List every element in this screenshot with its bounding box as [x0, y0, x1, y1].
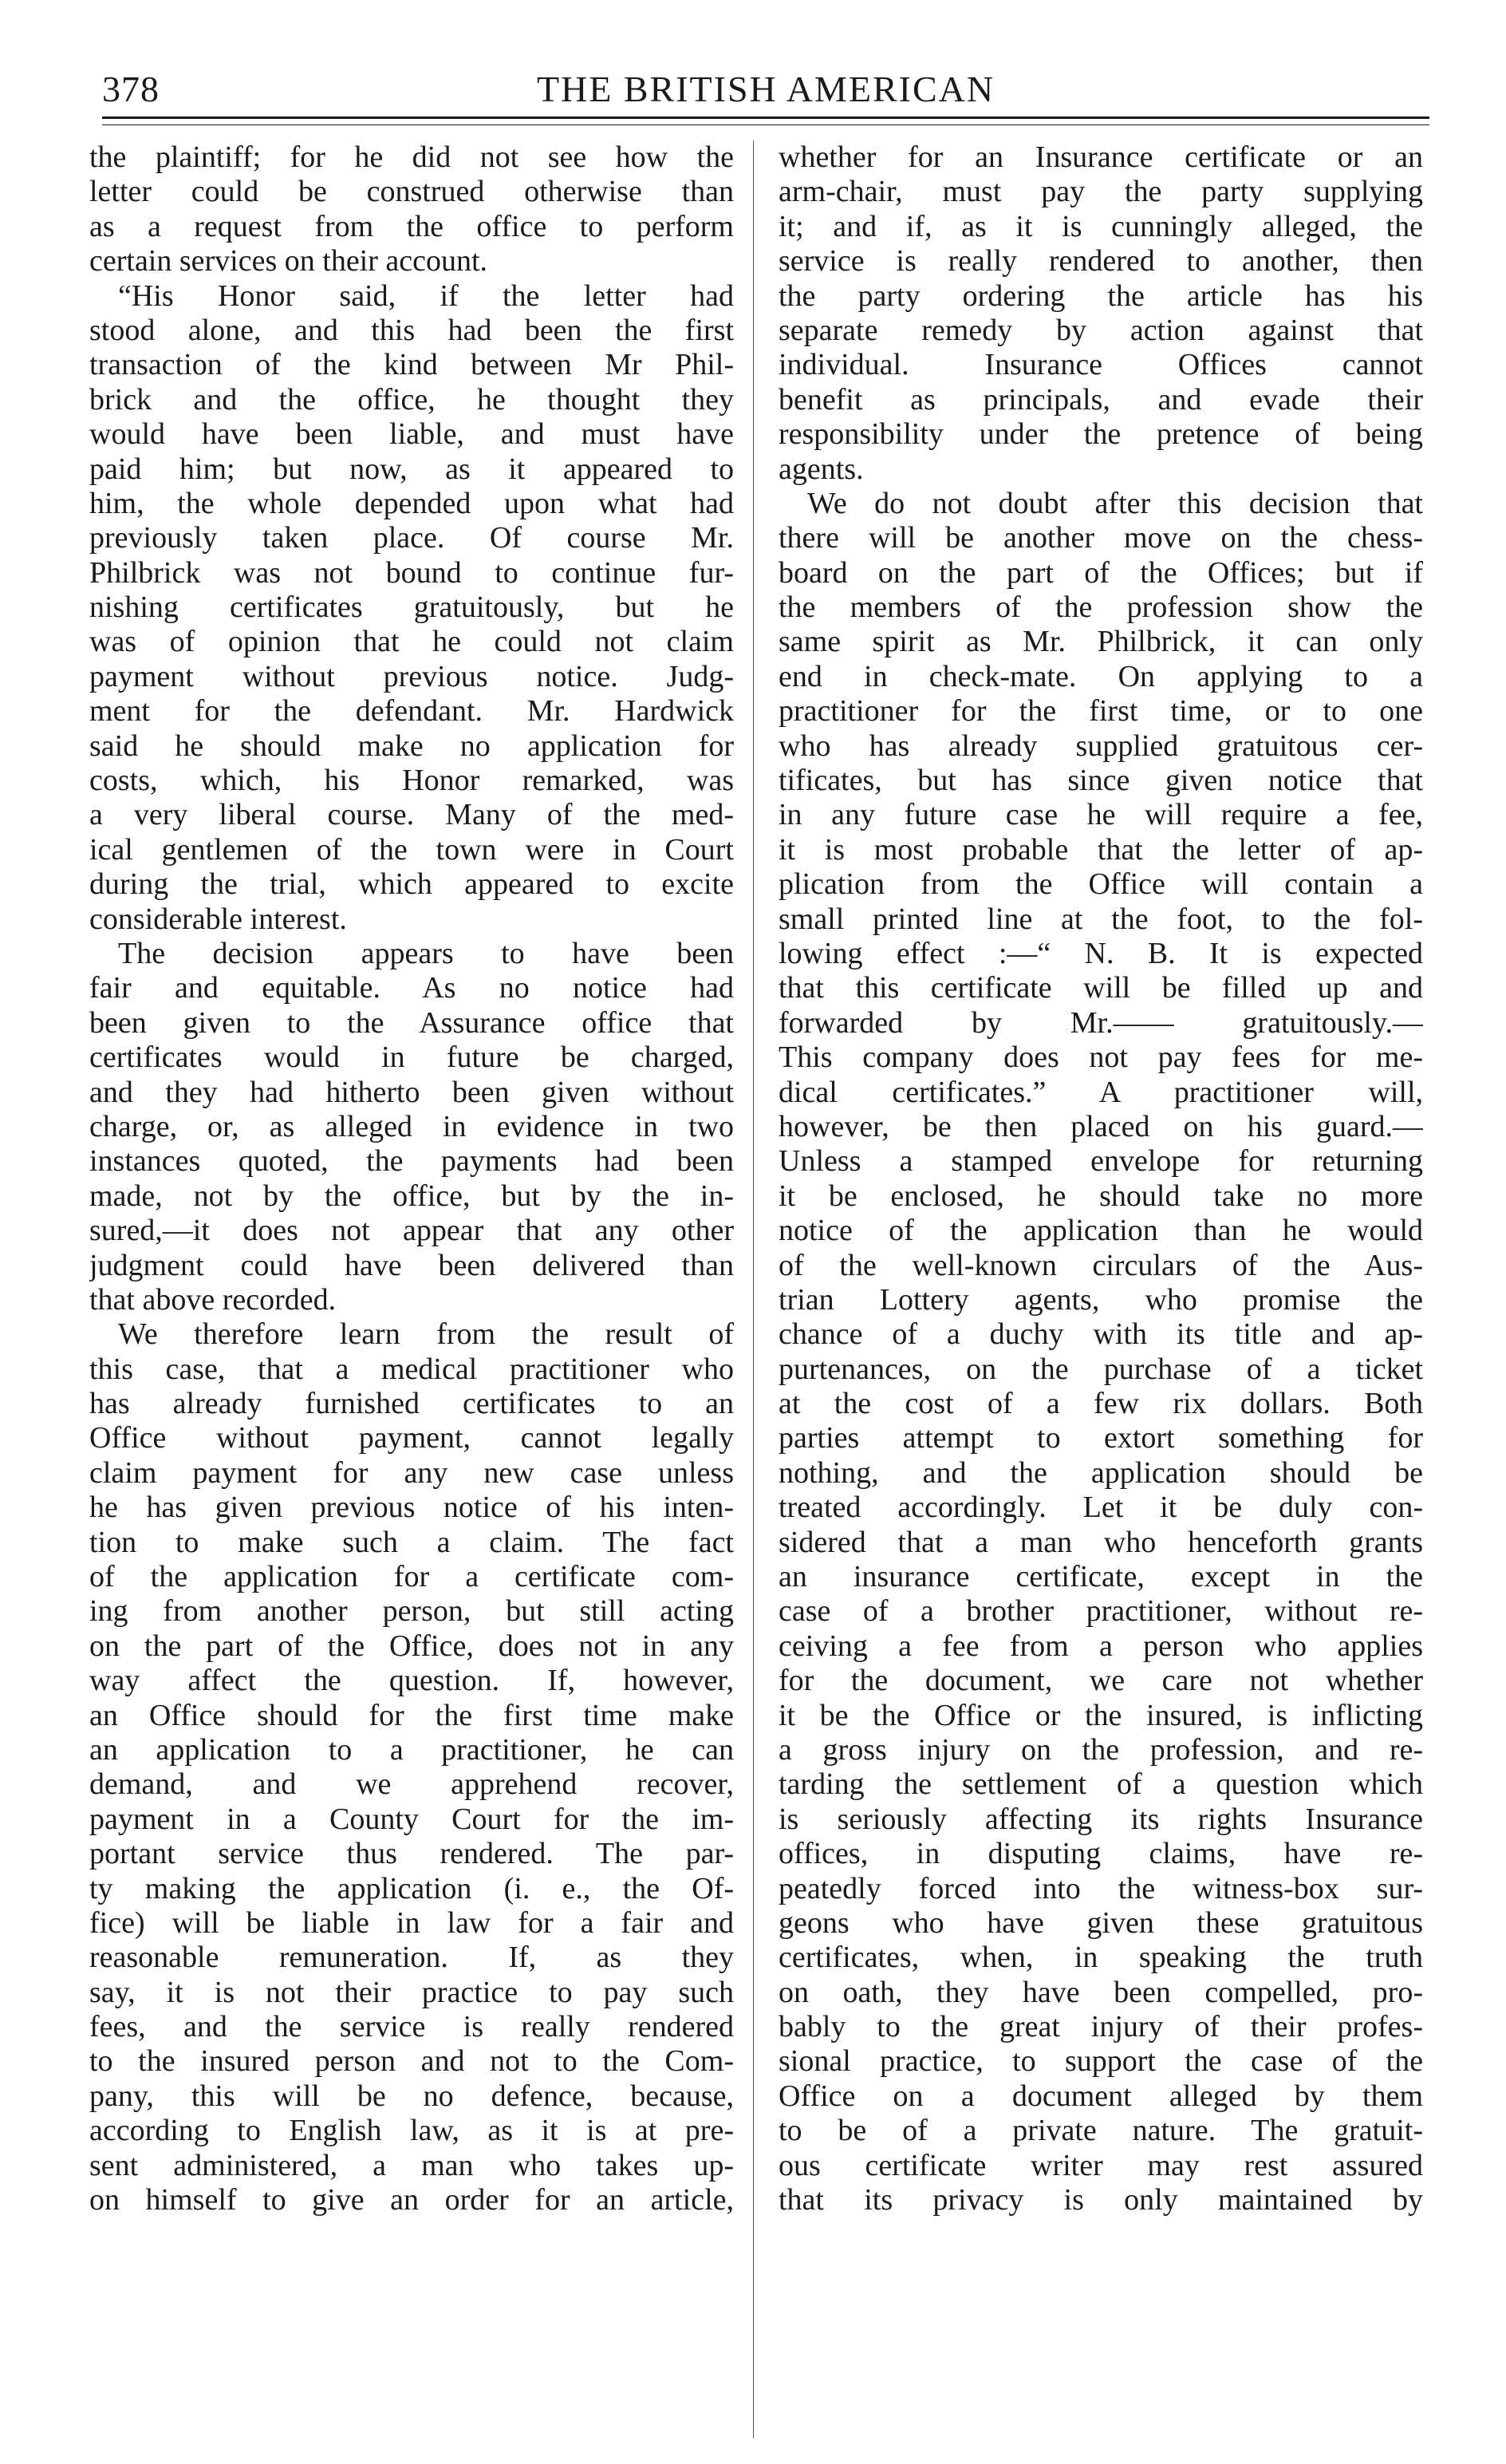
text-line: charge, or, as alleged in evidence in two: [89, 1109, 734, 1143]
text-line: case of a brother practitioner, without re-: [779, 1594, 1423, 1629]
text-line: board on the part of the Offices; but if: [779, 555, 1423, 590]
header-rule-thin: [102, 124, 1429, 125]
text-line: fees, and the service is really rendered: [89, 2010, 734, 2044]
text-line: the members of the profession show the: [779, 590, 1423, 625]
text-line: costs, which, his Honor remarked, was: [89, 764, 734, 798]
text-line: ous certificate writer may rest assured: [779, 2148, 1423, 2182]
text-line: geons who have given these gratuitous: [779, 1905, 1423, 1940]
left-column: [89, 140, 734, 2217]
text-line: The decision appears to have been: [118, 936, 734, 970]
text-line: certificates, when, in speaking the truth: [779, 1941, 1423, 1975]
text-line: end in check-mate. On applying to a: [779, 659, 1423, 693]
text-line: ceiving a fee from a person who applies: [779, 1629, 1423, 1663]
text-line: Office on a document alleged by them: [779, 2079, 1423, 2113]
text-line: fair and equitable. As no notice had: [89, 971, 734, 1005]
text-line: ment for the defendant. Mr. Hardwick: [89, 694, 734, 729]
journal-title: THE BRITISH AMERICAN: [536, 69, 995, 109]
text-line: it; and if, as it is cunningly alleged, the: [779, 209, 1423, 243]
text-line: certain services on their account.: [89, 244, 488, 278]
text-line: ing from another person, but still acting: [89, 1594, 734, 1629]
text-line: ical gentlemen of the town were in Court: [89, 832, 734, 867]
text-line: that its privacy is only maintained by: [779, 2183, 1423, 2217]
text-line: as a request from the office to perform: [89, 209, 734, 243]
text-line: it be enclosed, he should take no more: [779, 1179, 1423, 1213]
text-line: forwarded by Mr.—— gratuitously.—: [779, 1005, 1423, 1040]
text-line: and they had hitherto been given without: [89, 1075, 734, 1109]
text-line: the plaintiff; for he did not see how the: [89, 140, 734, 174]
text-line: chance of a duchy with its title and ap-: [779, 1317, 1423, 1352]
text-line: whether for an Insurance certificate or an: [779, 140, 1423, 174]
text-line: practitioner for the first time, or to one: [779, 694, 1423, 729]
text-line: was of opinion that he could not claim: [89, 625, 734, 659]
text-line: same spirit as Mr. Philbrick, it can only: [779, 625, 1423, 659]
text-line: a very liberal course. Many of the med-: [89, 798, 734, 832]
text-line: dical certificates.” A practitioner will,: [779, 1075, 1423, 1109]
text-line: arm-chair, must pay the party supplying: [779, 175, 1423, 209]
text-line: of the well-known circulars of the Aus-: [779, 1248, 1423, 1282]
text-line: however, be then placed on his guard.—: [779, 1109, 1423, 1143]
text-line: sured,—it does not appear that any other: [89, 1214, 734, 1248]
text-line: small printed line at the foot, to the fol-: [779, 902, 1423, 936]
text-line: during the trial, which appeared to excite: [89, 867, 734, 902]
text-line: brick and the office, he thought they: [89, 382, 734, 417]
text-line: transaction of the kind between Mr Phil-: [89, 348, 734, 382]
text-line: “His Honor said, if the letter had: [118, 278, 734, 313]
text-line: on the part of the Office, does not in any: [89, 1629, 734, 1663]
text-line: been given to the Assurance office that: [89, 1005, 734, 1040]
text-line: benefit as principals, and evade their: [779, 382, 1423, 417]
text-line: sional practice, to support the case of the: [779, 2044, 1423, 2079]
column-divider: [753, 140, 754, 2438]
text-line: Unless a stamped envelope for returning: [779, 1144, 1423, 1179]
text-line: We therefore learn from the result of: [118, 1317, 734, 1352]
text-line: paid him; but now, as it appeared to: [89, 452, 734, 486]
text-line: say, it is not their practice to pay such: [89, 1975, 734, 2009]
text-line: judgment could have been delivered than: [89, 1248, 734, 1282]
text-line: a gross injury on the profession, and re-: [779, 1732, 1423, 1767]
text-line: notice of the application than he would: [779, 1214, 1423, 1248]
text-line: portant service thus rendered. The par-: [89, 1837, 734, 1871]
text-line: he has given previous notice of his inten-: [89, 1491, 734, 1525]
text-line: We do not doubt after this decision that: [807, 486, 1423, 520]
text-line: to the insured person and not to the Com-: [89, 2044, 734, 2079]
text-line: this case, that a medical practitioner who: [89, 1352, 734, 1386]
text-line: certificates would in future be charged,: [89, 1040, 734, 1075]
text-line: service is really rendered to another, then: [779, 244, 1423, 278]
text-line: an application to a practitioner, he can: [89, 1732, 734, 1767]
text-line: Philbrick was not bound to continue fur-: [89, 555, 734, 590]
text-line: offices, in disputing claims, have re-: [779, 1837, 1423, 1871]
text-line: that this certificate will be filled up and: [779, 971, 1423, 1005]
text-line: him, the whole depended upon what had: [89, 486, 734, 520]
text-line: of the application for a certificate com-: [89, 1560, 734, 1594]
text-line: peatedly forced into the witness-box sur-: [779, 1871, 1423, 1905]
text-line: tarding the settlement of a question which: [779, 1767, 1423, 1802]
text-line: it be the Office or the insured, is inflicting: [779, 1698, 1423, 1732]
text-line: to be of a private nature. The gratuit-: [779, 2114, 1423, 2148]
text-line: plication from the Office will contain a: [779, 867, 1423, 902]
text-line: that above recorded.: [89, 1282, 337, 1317]
right-column: [779, 140, 1423, 2217]
page-number: 378: [102, 69, 160, 109]
text-line: ty making the application (i. e., the Of-: [89, 1871, 734, 1905]
text-line: on himself to give an order for an article,: [89, 2183, 734, 2217]
text-line: would have been liable, and must have: [89, 417, 734, 452]
text-line: agents.: [779, 452, 864, 486]
text-line: in any future case he will require a fee,: [779, 798, 1423, 832]
text-line: nothing, and the application should be: [779, 1455, 1423, 1490]
text-line: tificates, but has since given notice that: [779, 764, 1423, 798]
text-line: previously taken place. Of course Mr.: [89, 521, 734, 555]
text-line: who has already supplied gratuitous cer-: [779, 729, 1423, 763]
text-line: considerable interest.: [89, 902, 347, 936]
text-line: claim payment for any new case unless: [89, 1455, 734, 1490]
text-line: individual. Insurance Offices cannot: [779, 348, 1423, 382]
text-line: tion to make such a claim. The fact: [89, 1525, 734, 1559]
running-head: [102, 64, 1429, 115]
text-line: treated accordingly. Let it be duly con-: [779, 1491, 1423, 1525]
text-line: the party ordering the article has his: [779, 278, 1423, 313]
text-line: bably to the great injury of their profes-: [779, 2010, 1423, 2044]
text-line: sent administered, a man who takes up-: [89, 2148, 734, 2182]
text-line: demand, and we apprehend recover,: [89, 1767, 734, 1802]
text-line: instances quoted, the payments had been: [89, 1144, 734, 1179]
text-line: nishing certificates gratuitously, but he: [89, 590, 734, 625]
text-line: lowing effect :—“ N. B. It is expected: [779, 936, 1423, 970]
text-line: stood alone, and this had been the first: [89, 313, 734, 347]
text-line: is seriously affecting its rights Insurance: [779, 1802, 1423, 1836]
text-line: reasonable remuneration. If, as they: [89, 1941, 734, 1975]
text-line: an insurance certificate, except in the: [779, 1560, 1423, 1594]
text-line: fice) will be liable in law for a fair and: [89, 1905, 734, 1940]
text-line: sidered that a man who henceforth grants: [779, 1525, 1423, 1559]
text-line: according to English law, as it is at pre-: [89, 2114, 734, 2148]
text-line: payment in a County Court for the im-: [89, 1802, 734, 1836]
text-line: said he should make no application for: [89, 729, 734, 763]
text-line: parties attempt to extort something for: [779, 1421, 1423, 1455]
text-line: purtenances, on the purchase of a ticket: [779, 1352, 1423, 1386]
header-rule-thick: [102, 116, 1429, 119]
text-line: an Office should for the first time make: [89, 1698, 734, 1732]
text-line: pany, this will be no defence, because,: [89, 2079, 734, 2113]
text-line: responsibility under the pretence of being: [779, 417, 1423, 452]
text-line: it is most probable that the letter of ap-: [779, 832, 1423, 867]
text-line: trian Lottery agents, who promise the: [779, 1282, 1423, 1317]
text-line: has already furnished certificates to an: [89, 1387, 734, 1421]
text-line: way affect the question. If, however,: [89, 1664, 734, 1698]
text-line: Office without payment, cannot legally: [89, 1421, 734, 1455]
text-line: for the document, we care not whether: [779, 1664, 1423, 1698]
text-line: separate remedy by action against that: [779, 313, 1423, 347]
text-line: payment without previous notice. Judg-: [89, 659, 734, 693]
text-line: This company does not pay fees for me-: [779, 1040, 1423, 1075]
text-line: there will be another move on the chess-: [779, 521, 1423, 555]
text-line: at the cost of a few rix dollars. Both: [779, 1387, 1423, 1421]
text-line: made, not by the office, but by the in-: [89, 1179, 734, 1213]
text-line: letter could be construed otherwise than: [89, 175, 734, 209]
text-line: on oath, they have been compelled, pro-: [779, 1975, 1423, 2009]
